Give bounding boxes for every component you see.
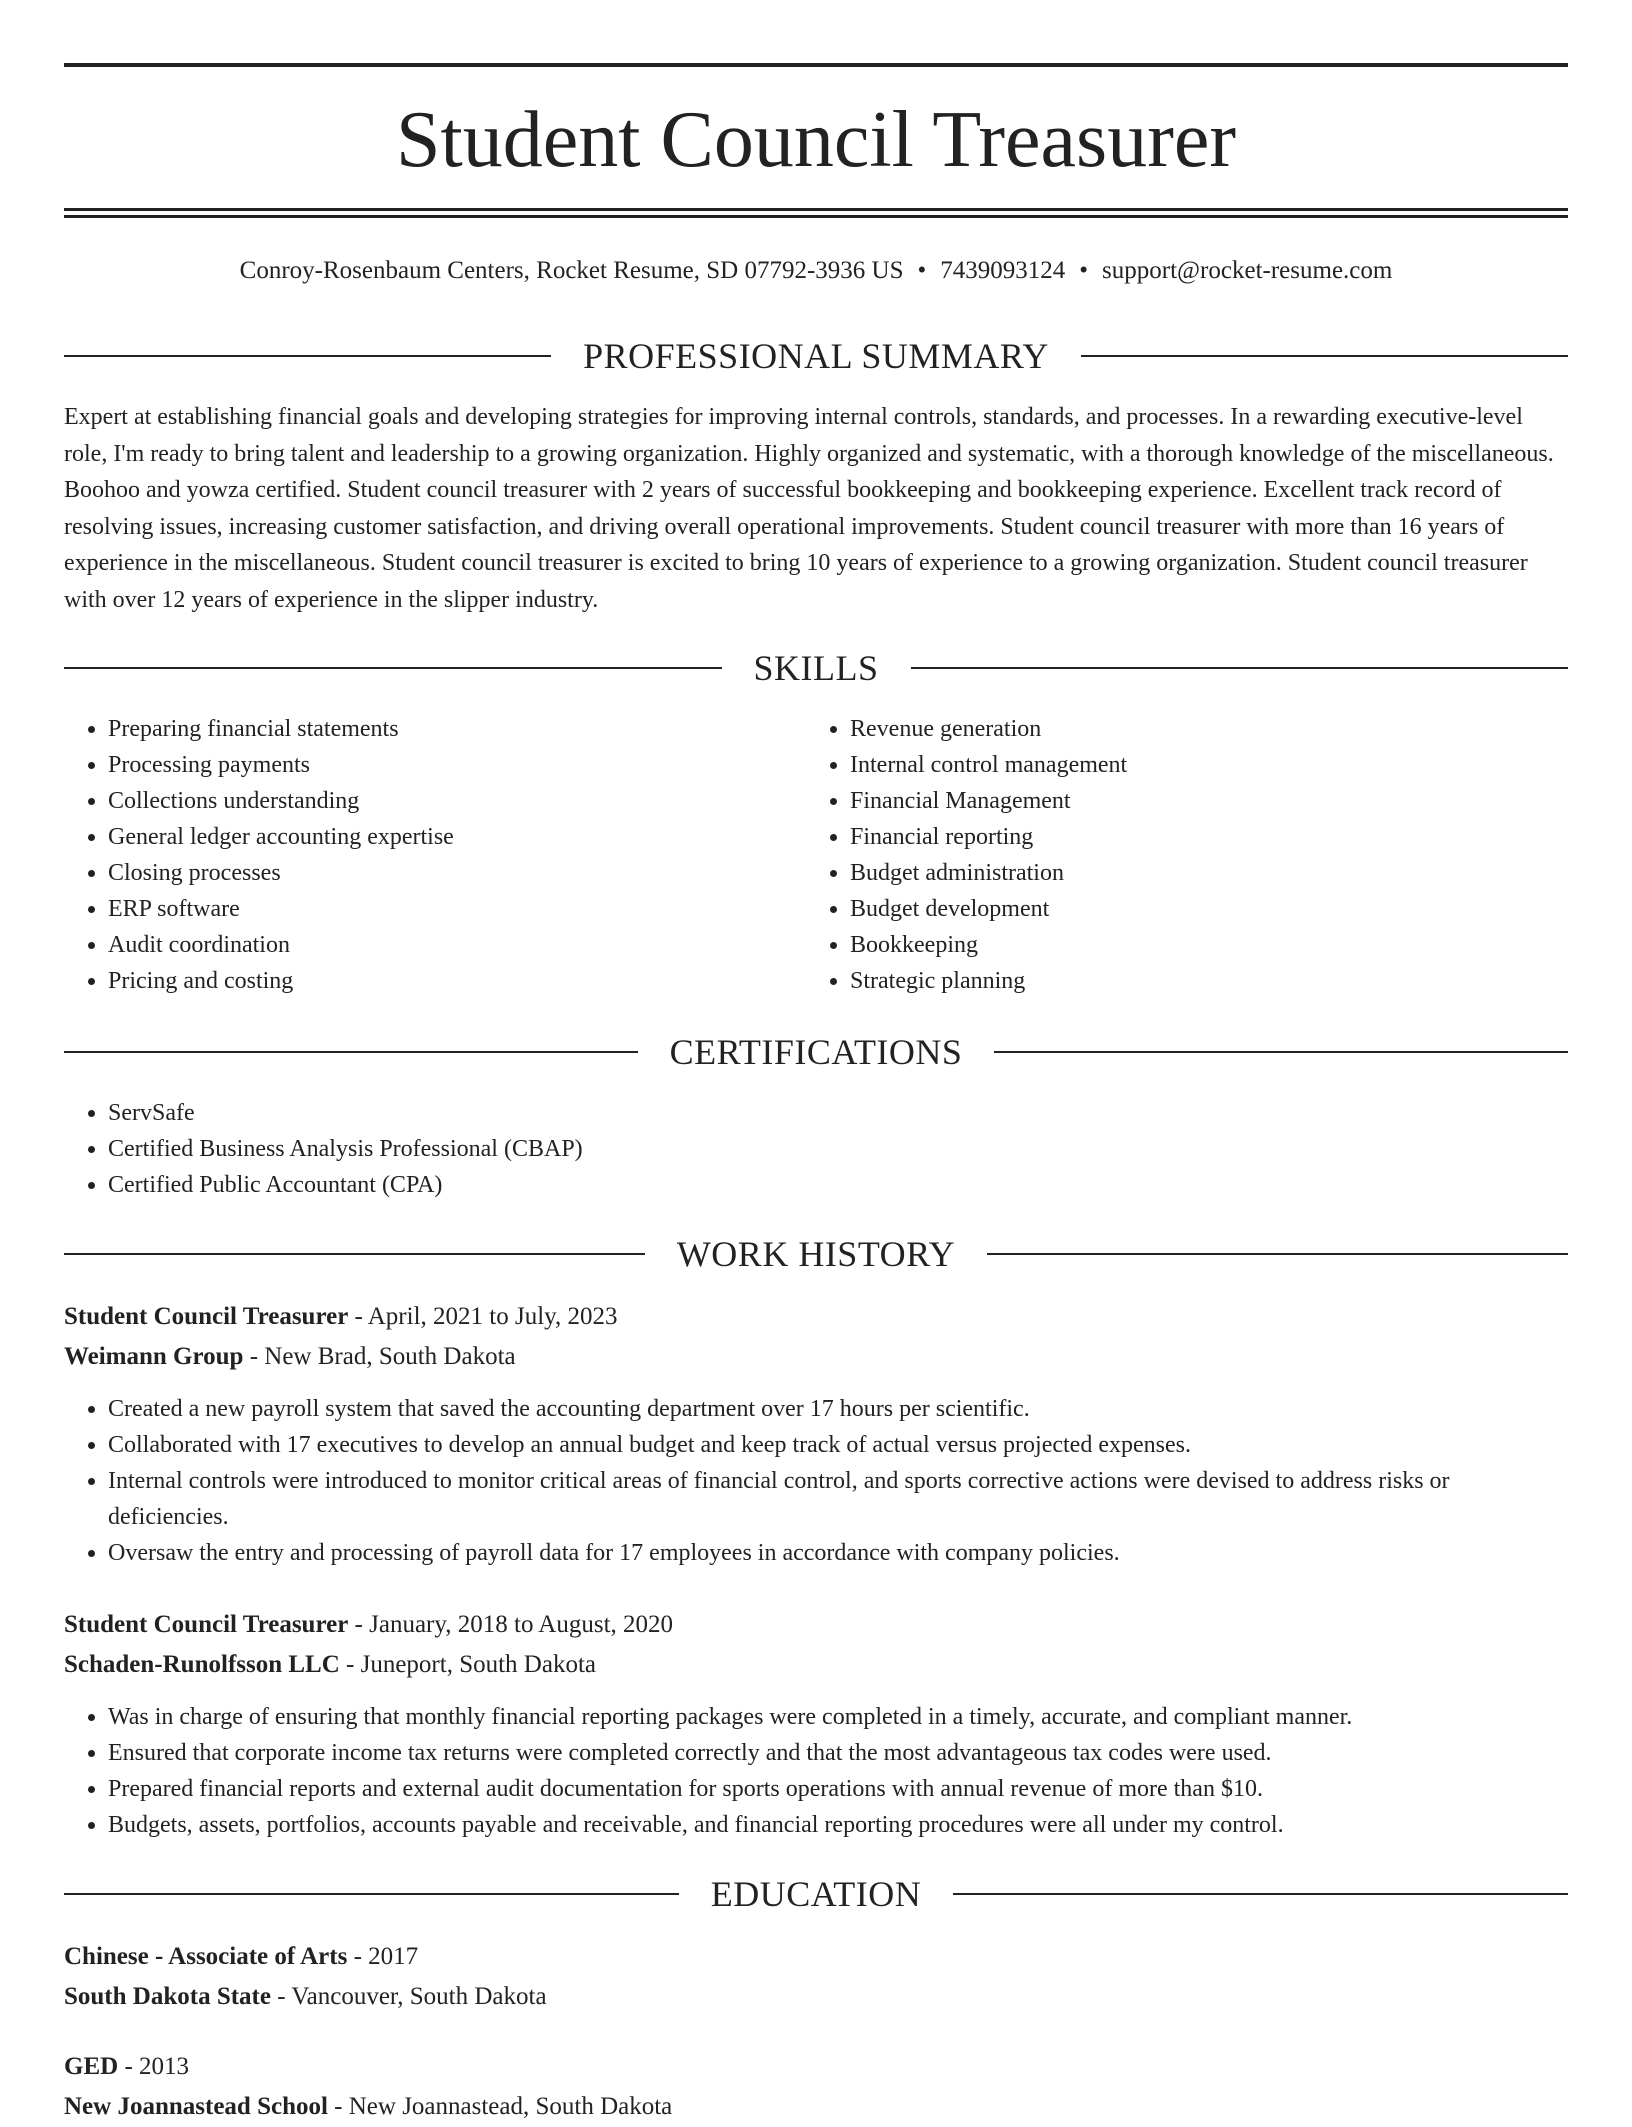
work-bullets bbox=[64, 1699, 1568, 1843]
degree-year: - 2017 bbox=[347, 1943, 419, 1970]
job-title-line bbox=[64, 1605, 1568, 1645]
degree-name: GED bbox=[64, 2053, 119, 2080]
degree-line bbox=[64, 2047, 1568, 2087]
section-title: WORK HISTORY bbox=[676, 1234, 956, 1274]
company-name: Weimann Group bbox=[64, 1343, 244, 1370]
header-top-rule bbox=[64, 63, 1568, 67]
skill-item: • General ledger accounting expertise bbox=[108, 819, 806, 855]
job-dates: - January, 2018 to August, 2020 bbox=[348, 1611, 674, 1638]
school-location: - New Joannastead, South Dakota bbox=[327, 2093, 673, 2120]
school-name: New Joannastead School bbox=[64, 2093, 328, 2120]
certification-item: • Certified Business Analysis Professional (CBAP) bbox=[108, 1131, 1568, 1167]
work-bullets bbox=[64, 1391, 1568, 1571]
work-entry bbox=[64, 1297, 1568, 1377]
degree-name: Chinese - Associate of Arts bbox=[64, 1943, 348, 1970]
header-double-rule bbox=[64, 208, 1568, 218]
section-heading-certifications bbox=[64, 1032, 1568, 1072]
work-bullet: • Was in charge of ensuring that monthly financial reporting packages were completed in a timely, accurate, and compliant manner. bbox=[108, 1699, 1568, 1735]
work-bullet: • Prepared financial reports and external audit documentation for sports operations with annual revenue of more than $10. bbox=[108, 1771, 1568, 1807]
contact-line bbox=[64, 256, 1568, 286]
section-title: SKILLS bbox=[753, 648, 879, 688]
skill-item: • Processing payments bbox=[108, 747, 806, 783]
skills-list bbox=[64, 711, 1568, 999]
skill-item: • Closing processes bbox=[108, 855, 806, 891]
work-bullet: • Created a new payroll system that saved the accounting department over 17 hours per scientific. bbox=[108, 1391, 1568, 1427]
education-entry bbox=[64, 2047, 1568, 2127]
heading-rule-left bbox=[64, 1893, 679, 1895]
header-bottom-rule bbox=[64, 208, 1568, 218]
section-title: EDUCATION bbox=[710, 1874, 922, 1914]
contact-separator: • bbox=[917, 257, 927, 284]
page-title: Student Council Treasurer bbox=[396, 96, 1236, 184]
degree-year: - 2013 bbox=[118, 2053, 190, 2080]
section-heading-education bbox=[64, 1874, 1568, 1914]
skill-item: • Collections understanding bbox=[108, 783, 806, 819]
certifications-list bbox=[64, 1095, 1568, 1203]
heading-rule-left bbox=[64, 1253, 645, 1255]
job-title: Student Council Treasurer bbox=[64, 1303, 349, 1330]
heading-rule-left bbox=[64, 667, 722, 669]
school-line bbox=[64, 2087, 1568, 2127]
contact-email: support@rocket-resume.com bbox=[1102, 257, 1393, 284]
skill-item: • Budget administration bbox=[850, 855, 1548, 891]
heading-rule-right bbox=[987, 1253, 1568, 1255]
skill-item: • Internal control management bbox=[850, 747, 1548, 783]
contact-phone: 7439093124 bbox=[940, 257, 1066, 284]
heading-rule-left bbox=[64, 355, 551, 357]
section-heading-skills bbox=[64, 648, 1568, 688]
job-title: Student Council Treasurer bbox=[64, 1611, 349, 1638]
skills-column-right bbox=[806, 711, 1548, 999]
contact-address: Conroy-Rosenbaum Centers, Rocket Resume, SD 07792-3936 US bbox=[239, 257, 904, 284]
skill-item: • Financial reporting bbox=[850, 819, 1548, 855]
heading-rule-left bbox=[64, 1051, 638, 1053]
skill-item: • Audit coordination bbox=[108, 927, 806, 963]
skill-item: • Bookkeeping bbox=[850, 927, 1548, 963]
company-line bbox=[64, 1645, 1568, 1685]
skill-item: • Budget development bbox=[850, 891, 1548, 927]
work-bullet: • Internal controls were introduced to monitor critical areas of financial control, and sports corrective actions were devised to address risks or deficiencies. bbox=[108, 1463, 1568, 1535]
skill-item: • Preparing financial statements bbox=[108, 711, 806, 747]
section-heading-summary bbox=[64, 336, 1568, 376]
work-bullet: • Collaborated with 17 executives to develop an annual budget and keep track of actual versus projected expenses. bbox=[108, 1427, 1568, 1463]
skill-item: • Financial Management bbox=[850, 783, 1548, 819]
certification-item: • ServSafe bbox=[108, 1095, 1568, 1131]
skill-item: • Pricing and costing bbox=[108, 963, 806, 999]
title-wrap bbox=[64, 92, 1568, 188]
job-dates: - April, 2021 to July, 2023 bbox=[348, 1303, 618, 1330]
job-title-line bbox=[64, 1297, 1568, 1337]
section-title: CERTIFICATIONS bbox=[669, 1032, 963, 1072]
section-title: PROFESSIONAL SUMMARY bbox=[583, 336, 1049, 376]
heading-rule-right bbox=[994, 1051, 1568, 1053]
school-name: South Dakota State bbox=[64, 1983, 271, 2010]
school-line bbox=[64, 1977, 1568, 2017]
company-location: - Juneport, South Dakota bbox=[339, 1651, 596, 1678]
skill-item: • ERP software bbox=[108, 891, 806, 927]
school-location: - Vancouver, South Dakota bbox=[270, 1983, 547, 2010]
heading-rule-right bbox=[1081, 355, 1568, 357]
heading-rule-right bbox=[911, 667, 1569, 669]
skill-item: • Strategic planning bbox=[850, 963, 1548, 999]
summary-block bbox=[64, 399, 1568, 619]
header bbox=[64, 63, 1568, 67]
section-heading-work bbox=[64, 1234, 1568, 1274]
company-name: Schaden-Runolfsson LLC bbox=[64, 1651, 340, 1678]
heading-rule-right bbox=[953, 1893, 1568, 1895]
work-bullet: • Oversaw the entry and processing of payroll data for 17 employees in accordance with company policies. bbox=[108, 1535, 1568, 1571]
work-bullet: • Budgets, assets, portfolios, accounts payable and receivable, and financial reporting procedures were all under my control. bbox=[108, 1807, 1568, 1843]
work-bullet: • Ensured that corporate income tax returns were completed correctly and that the most advantageous tax codes were used. bbox=[108, 1735, 1568, 1771]
skill-item: • Revenue generation bbox=[850, 711, 1548, 747]
summary-text: Expert at establishing financial goals and developing strategies for improving internal controls, standards, and processes. In a rewarding executive-level role, I'm ready to bring talent and leadership to a growing organization. Highly organized and systematic, with a thorough knowledge of the miscellaneous. Boohoo and yowza certified. Student council treasurer with 2 years of successful bookkeeping and bookkeeping experience. Excellent track record of resolving issues, increasing customer satisfaction, and driving overall operational improvements. Student council treasurer with more than 16 years of experience in the miscellaneous. Student council treasurer is excited to bring 10 years of experience to a growing organization. Student council treasurer with over 12 years of experience in the slipper industry. bbox=[64, 404, 1554, 613]
company-location: - New Brad, South Dakota bbox=[243, 1343, 516, 1370]
degree-line bbox=[64, 1937, 1568, 1977]
education-entry bbox=[64, 1937, 1568, 2017]
company-line bbox=[64, 1337, 1568, 1377]
certification-item: • Certified Public Accountant (CPA) bbox=[108, 1167, 1568, 1203]
work-entry bbox=[64, 1605, 1568, 1685]
contact-separator: • bbox=[1079, 257, 1089, 284]
skills-column-left bbox=[64, 711, 806, 999]
